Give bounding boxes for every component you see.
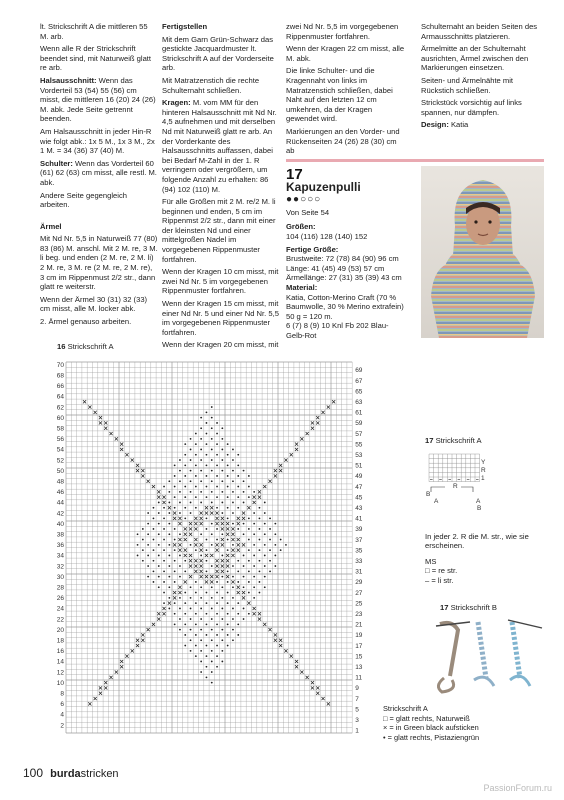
- row-label-right: 23: [355, 610, 363, 618]
- row-label-right: 43: [355, 504, 363, 512]
- row-label-left: 46: [56, 489, 64, 497]
- row-label-left: 20: [56, 626, 64, 634]
- row-label-right: 33: [355, 557, 363, 565]
- row-label-right: 51: [355, 462, 363, 470]
- paragraph: [162, 267, 280, 296]
- row-label-left: 60: [56, 414, 64, 422]
- row-label-right: 41: [355, 515, 363, 523]
- paragraph-text: M. vom MM für den hinteren Halsausschnitt mit Nd Nr. 4,5 aufnehmen und mit derselben Nd mit Naturweiß glatt re arb. An der Vorderkante des Halsausschnitts auffassen, dabei bei Bedarf M-Zahl in der 1. R verringern oder vergrößern, um folgende Anzahl zu erhalten: 86 (94) 102 (110) M.: [162, 98, 277, 194]
- paragraph-heading: Ärmel: [40, 221, 62, 231]
- paragraph-text: Die linke Schulter- und die Kragennaht von links im Matratzenstich schließen, dabei Naht auf den letzten 12 cm umkehren, da der Kragen gewendet wird.: [286, 66, 393, 124]
- row-label-right: 69: [355, 367, 363, 375]
- mini-label-b2: B: [477, 504, 482, 512]
- legend-title: Strickschrift A: [383, 704, 428, 713]
- paragraph-text: Ärmelmitte an der Schulternaht ausrichten, Ärmel zwischen den Markierungen einsetzen.: [421, 44, 529, 73]
- row-label-left: 14: [56, 658, 64, 666]
- cable-illustration: [430, 616, 550, 696]
- paragraph: [162, 22, 280, 32]
- row-label-right: 15: [355, 653, 363, 661]
- row-label-right: 13: [355, 663, 363, 671]
- paragraph: [40, 44, 158, 73]
- row-label-right: 67: [355, 377, 363, 385]
- legend-item: [383, 733, 479, 743]
- pattern-number: 17: [286, 166, 303, 183]
- row-label-right: 47: [355, 483, 363, 491]
- row-label-right: 5: [355, 706, 359, 714]
- paragraph: [40, 191, 158, 210]
- mini-label-one: 1: [481, 474, 485, 482]
- row-label-left: 70: [56, 361, 64, 369]
- material-label: Material:: [286, 282, 318, 292]
- row-label-left: 52: [56, 457, 64, 465]
- instructions-column-1: [40, 22, 158, 330]
- ms-symbol: □: [425, 566, 430, 576]
- row-label-right: 11: [355, 674, 362, 682]
- row-label-left: 54: [56, 446, 64, 454]
- row-label-right: 21: [355, 621, 363, 629]
- row-label-right: 25: [355, 600, 363, 608]
- paragraph-heading: Schulter:: [40, 158, 73, 168]
- side-chart-b-title: [440, 603, 497, 612]
- row-label-right: 45: [355, 494, 363, 502]
- mini-label-r2: R: [481, 466, 486, 474]
- pattern-photo: [421, 166, 544, 338]
- watermark: PassionForum.ru: [483, 783, 552, 793]
- stitch-chart-a: [52, 358, 382, 753]
- row-label-right: 55: [355, 441, 363, 449]
- row-label-left: 24: [56, 605, 64, 613]
- brand-bold: burda: [50, 768, 81, 780]
- row-label-left: 28: [56, 584, 64, 592]
- legend-text: = glatt rechts, Pistaziengrün: [385, 732, 480, 742]
- row-label-left: 10: [56, 679, 64, 687]
- pattern-accent-bar: [286, 159, 544, 162]
- chart-a-title: [57, 342, 114, 351]
- mini-chart-a: [425, 448, 535, 514]
- row-label-left: 16: [56, 648, 64, 656]
- legend-item: [383, 714, 479, 724]
- ms-text: = re str.: [429, 566, 458, 576]
- paragraph-text: Wenn das Vorderteil 60 (61) 62 (63) cm misst, alle restl. M. abk.: [40, 158, 157, 187]
- row-label-left: 32: [56, 563, 64, 571]
- cable-strand-right: [508, 620, 542, 686]
- row-label-left: 62: [56, 404, 64, 412]
- paragraph-text: zwei Nd Nr. 5,5 im vorgegebenen Rippenmuster fortfahren.: [286, 22, 399, 41]
- row-label-left: 2: [60, 722, 64, 730]
- row-label-right: 31: [355, 568, 363, 576]
- side-chart-b-label: Strickschrift B: [448, 603, 497, 612]
- chart-grid: [66, 362, 352, 733]
- paragraph: [286, 66, 406, 124]
- mini-label-a2: A: [476, 497, 481, 505]
- row-label-right: 1: [355, 727, 359, 735]
- paragraph: [286, 127, 406, 156]
- legend-symbol: □: [383, 713, 388, 723]
- ms-item: [425, 566, 545, 576]
- row-label-left: 42: [56, 510, 64, 518]
- row-label-left: 18: [56, 637, 64, 645]
- paragraph-heading: Fertigstellen: [162, 22, 208, 31]
- row-label-left: 48: [56, 478, 64, 486]
- paragraph: [162, 35, 280, 73]
- paragraph: [40, 295, 158, 314]
- paragraph-heading: Halsausschnitt:: [40, 75, 97, 85]
- row-label-right: 19: [355, 632, 363, 640]
- brand-rest: stricken: [80, 768, 119, 780]
- row-label-right: 65: [355, 388, 363, 396]
- row-label-left: 4: [60, 711, 64, 719]
- length-size: Länge: 41 (45) 49 (53) 57 cm: [286, 263, 385, 273]
- row-label-left: 50: [56, 467, 64, 475]
- instructions-column-4: [421, 22, 546, 133]
- row-label-left: 6: [60, 701, 64, 709]
- cable-strand-left: [436, 622, 470, 692]
- paragraph: [40, 76, 158, 124]
- chart-a-number: 16: [57, 342, 66, 351]
- paragraph-text: Mit Nd Nr. 5,5 in Naturweiß 77 (80) 83 (86) M. anschl. Mit 2 M. re, 3 M. li beg. und enden (2 M. re, 2 M. li) 2 M. re, 3 M. re (2 M. re, 2 M. re), 3 cm im Rippenmust 2/2 str., dann glatt re weiterstr.: [40, 234, 158, 292]
- paragraph-text: lt. Strickschrift A die mittleren 55 M. arb.: [40, 22, 148, 41]
- row-label-left: 58: [56, 425, 64, 433]
- paragraph-text: Schulternaht an beiden Seiten des Armausschnitts platzieren.: [421, 22, 538, 41]
- side-chart-a-label: Strickschrift A: [433, 436, 482, 445]
- row-label-left: 12: [56, 669, 64, 677]
- paragraph-text: Wenn das Vorderteil 53 (54) 55 (56) cm misst, die mittleren 16 (20) 24 (26) M. abk. Jede Seite getrennt beenden.: [40, 75, 156, 124]
- side-chart-b-number: 17: [440, 603, 449, 612]
- row-label-right: 39: [355, 526, 363, 534]
- bust-size: Brustweite: 72 (78) 84 (90) 96 cm: [286, 254, 399, 264]
- paragraph: [421, 44, 546, 73]
- column-3-continuation: [286, 22, 406, 156]
- instructions-column-2: [162, 22, 280, 353]
- mini-label-a1: A: [434, 497, 439, 505]
- row-label-left: 8: [60, 690, 64, 698]
- sizes-value: 104 (116) 128 (140) 152: [286, 231, 368, 241]
- ms-items: [425, 566, 545, 585]
- page-footer: [23, 766, 119, 780]
- legend-item: [383, 723, 479, 733]
- row-label-left: 38: [56, 531, 64, 539]
- row-label-left: 22: [56, 616, 64, 624]
- row-label-left: 68: [56, 372, 64, 380]
- finished-size-label: Fertige Größe:: [286, 244, 339, 254]
- paragraph: [40, 127, 158, 156]
- difficulty-dots: ●●○○○: [286, 194, 322, 206]
- paragraph: [421, 120, 546, 130]
- legend-symbol: •: [383, 732, 386, 742]
- mini-label-y: Y: [481, 458, 486, 466]
- row-label-left: 30: [56, 573, 64, 581]
- paragraph: [421, 98, 546, 117]
- paragraph: [162, 340, 280, 350]
- pattern-header: [286, 166, 406, 341]
- paragraph-text: Andere Seite gegengleich arbeiten.: [40, 190, 127, 210]
- pattern-name: Kapuzenpulli: [286, 179, 361, 194]
- paragraph: [421, 76, 546, 95]
- row-label-right: 49: [355, 473, 363, 481]
- row-label-right: 57: [355, 430, 363, 438]
- row-label-left: 34: [56, 552, 64, 560]
- from-page: Von Seite 54: [286, 207, 330, 217]
- side-chart-a-note: In jeder 2. R die M. str., wie sie erscheinen.: [425, 531, 529, 551]
- mini-label-r1: R: [453, 482, 458, 490]
- row-label-right: 63: [355, 398, 363, 406]
- yarn-amount: 6 (7) 8 (9) 10 Knl Fb 202 Blau-Gelb-Rot: [286, 321, 389, 340]
- side-chart-a: [425, 436, 545, 586]
- ms-text: = li str.: [429, 575, 454, 585]
- row-label-right: 9: [355, 685, 359, 693]
- paragraph: [40, 222, 158, 232]
- row-label-right: 61: [355, 409, 363, 417]
- side-chart-a-number: 17: [425, 436, 434, 445]
- paragraph-text: Wenn der Kragen 10 cm misst, mit zwei Nd Nr. 5 im vorgegebenen Rippenmuster fortfahren.: [162, 267, 279, 296]
- mini-label-b1: B: [426, 490, 431, 498]
- row-label-right: 37: [355, 536, 363, 544]
- paragraph: [40, 234, 158, 292]
- paragraph-text: Wenn der Ärmel 30 (31) 32 (33) cm misst, alle M. locker abk.: [40, 294, 148, 314]
- paragraph-text: Wenn alle R der Strickschrift beendet sind, mit Naturweiß glatt re arb.: [40, 44, 152, 73]
- paragraph-text: Seiten- und Ärmelnähte mit Rückstich schließen.: [421, 75, 514, 95]
- cable-strand-middle: [474, 622, 494, 686]
- chart-a-label: Strickschrift A: [65, 342, 114, 351]
- row-label-left: 66: [56, 383, 64, 391]
- paragraph-text: Katia: [448, 120, 469, 130]
- side-chart-a-title: [425, 436, 545, 446]
- row-label-right: 7: [355, 695, 359, 703]
- row-label-right: 35: [355, 547, 363, 555]
- instructions-column-3: [286, 22, 406, 340]
- row-label-left: 36: [56, 542, 64, 550]
- paragraph-text: Für alle Größen mit 2 M. re/2 M. li beginnen und enden, 5 cm im Rippenmst 2/2 str., dann mit einer der kleinsten Nd und einer mittelgroßen Nadel im vorgegebenen Rippenmuster fortfahren.: [162, 197, 276, 264]
- row-label-left: 44: [56, 499, 64, 507]
- paragraph-text: Am Halsausschnitt in jeder Hin-R wie folgt abk.: 1x 5 M., 1x 3 M., 2x 1 M. = 34 (36) 37 (40) M.: [40, 126, 155, 156]
- paragraph: [40, 159, 158, 188]
- paragraph-text: Mit dem Garn Grün-Schwarz das gestickte Jacquardmuster lt. Strickschrift A auf der Vorderseite arb.: [162, 34, 274, 73]
- paragraph-heading: Design:: [421, 120, 449, 130]
- ms-label: MS: [425, 556, 437, 566]
- paragraph-heading: Kragen:: [162, 98, 191, 108]
- row-label-right: 3: [355, 716, 359, 724]
- legend-text: = glatt rechts, Naturweiß: [387, 713, 470, 723]
- paragraph: [40, 213, 158, 219]
- legend-symbol: ×: [383, 723, 388, 733]
- chart-legend: [383, 704, 479, 742]
- paragraph-text: Wenn der Kragen 20 cm misst, mit: [162, 340, 279, 350]
- row-label-right: 29: [355, 579, 363, 587]
- paragraph: [286, 44, 406, 63]
- row-label-left: 56: [56, 436, 64, 444]
- paragraph-text: Wenn der Kragen 15 cm misst, mit einer Nd Nr. 5 und einer Nd Nr. 5,5 im vorgegebenen Rippenmuster fortfahren.: [162, 299, 279, 337]
- paragraph-text: 2. Ärmel genauso arbeiten.: [40, 317, 132, 327]
- paragraph: [162, 76, 280, 95]
- row-label-left: 40: [56, 520, 64, 528]
- paragraph: [286, 22, 406, 41]
- paragraph: [40, 22, 158, 41]
- row-label-left: 64: [56, 393, 64, 401]
- paragraph-text: Markierungen an den Vorder- und Rückenseiten 24 (26) 28 (30) cm ab: [286, 126, 400, 156]
- row-label-right: 59: [355, 420, 363, 428]
- paragraph-text: Wenn der Kragen 22 cm misst, alle M. abk.: [286, 44, 405, 63]
- material-text: Katia, Cotton-Merino Craft (70 % Baumwolle, 30 % Merino extrafein) 50 g = 120 m.: [286, 292, 404, 321]
- ms-item: [425, 576, 545, 586]
- sizes-label: Größen:: [286, 222, 316, 232]
- paragraph: [421, 22, 546, 41]
- paragraph: [162, 197, 280, 264]
- row-label-right: 53: [355, 451, 363, 459]
- paragraph-text: Mit Matratzenstich die rechte Schulternaht schließen.: [162, 75, 260, 95]
- page-number: 100: [23, 766, 44, 780]
- paragraph: [162, 98, 280, 194]
- row-label-right: 27: [355, 589, 363, 597]
- paragraph: [162, 299, 280, 337]
- legend-text: = in Green black aufsticken: [387, 723, 479, 733]
- paragraph: [40, 317, 158, 327]
- ms-symbol: –: [425, 575, 430, 585]
- sleeve-length: Ärmellänge: 27 (31) 35 (39) 43 cm: [286, 273, 402, 283]
- row-label-right: 17: [355, 642, 363, 650]
- row-label-left: 26: [56, 595, 64, 603]
- paragraph-text: Strickstück vorsichtig auf links spannen, nur dämpfen.: [421, 98, 522, 117]
